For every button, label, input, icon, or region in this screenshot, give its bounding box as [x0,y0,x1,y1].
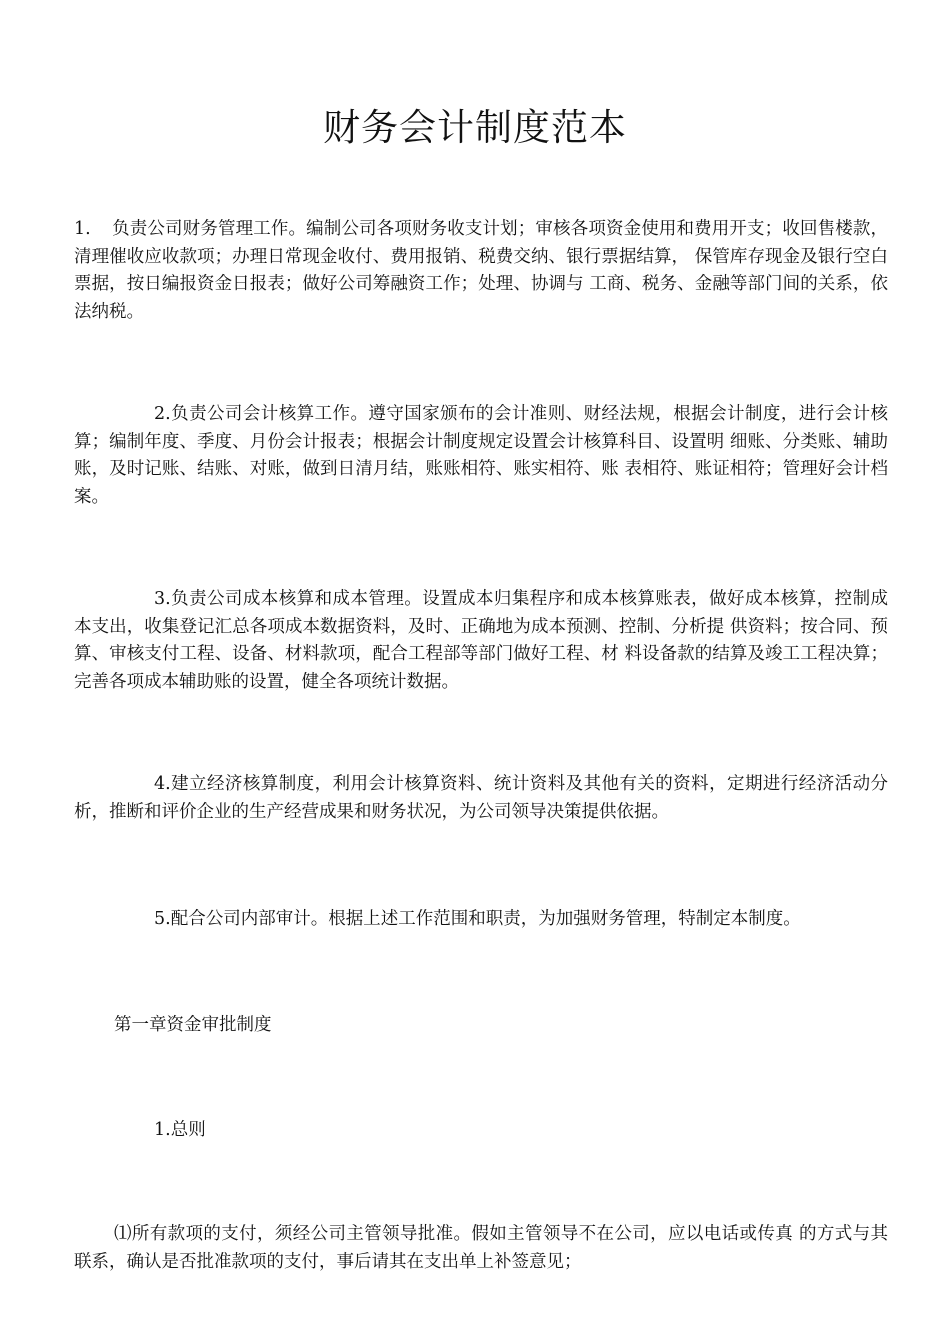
chapter-heading: 第一章资金审批制度 [114,1015,272,1035]
paragraph-2-text: 负责公司会计核算工作。遵守国家颁布的会计准则、财经法规，根据会计制度，进行会计核算；编制年度、季度、月份会计报表；根据会计制度规定设置会计核算科目、设置明 细账、分类账、辅助账，及时记账、结账、对账，做到日清月结，账账相符、账实相符、账 表相符、账证相符；管理好会计档案。 [74,404,888,507]
paragraph-4-text: 建立经济核算制度，利用会计核算资料、统计资料及其他有关的资料，定期进行经济活动分析，推断和评价企业的生产经营成果和财务状况，为公司领导决策提供依据。 [74,774,888,822]
paragraph-5-number: 5. [154,909,171,929]
paragraph-5 [74,906,888,934]
paragraph-2-number: 2. [154,404,171,424]
paragraph-1-number: 1. [74,219,91,239]
paragraph-3-number: 3. [154,589,171,609]
paragraph-3-text: 负责公司成本核算和成本管理。设置成本归集程序和成本核算账表，做好成本核算，控制成本支出，收集登记汇总各项成本数据资料，及时、正确地为成本预测、控制、分析提 供资料；按合同、预算、审核支付工程、设备、材料款项，配合工程部等部门做好工程、材 料设备款的结算及竣工工程决算；完善各项成本辅助账的设置，健全各项统计数据。 [74,589,888,692]
paragraph-4 [74,771,888,826]
clause-1: ⑴所有款项的支付，须经公司主管领导批准。假如主管领导不在公司，应以电话或传真 的方式与其联系，确认是否批准款项的支付，事后请其在支出单上补签意见； [74,1224,888,1272]
paragraph-1-text: 负责公司财务管理工作。编制公司各项财务收支计划；审核各项资金使用和费用开支；收回售楼款，清理催收应收款项；办理日常现金收付、费用报销、税费交纳、银行票据结算， 保管库存现金及银行空白票据，按日编报资金日报表；做好公司筹融资工作；处理、协调与 工商、税务、金融等部门间的关系，依法纳税。 [74,219,888,322]
paragraph-5-text: 配合公司内部审计。根据上述工作范围和职责，为加强财务管理，特制定本制度。 [170,909,801,929]
paragraph-1 [74,216,888,326]
section-title: 总则 [170,1120,206,1140]
paragraph-2 [74,401,888,511]
paragraph-3 [74,586,888,696]
section-heading [74,1117,888,1145]
document-title: 财务会计制度范本 [323,106,627,149]
paragraph-4-number: 4. [154,774,171,794]
section-number: 1. [154,1120,171,1140]
